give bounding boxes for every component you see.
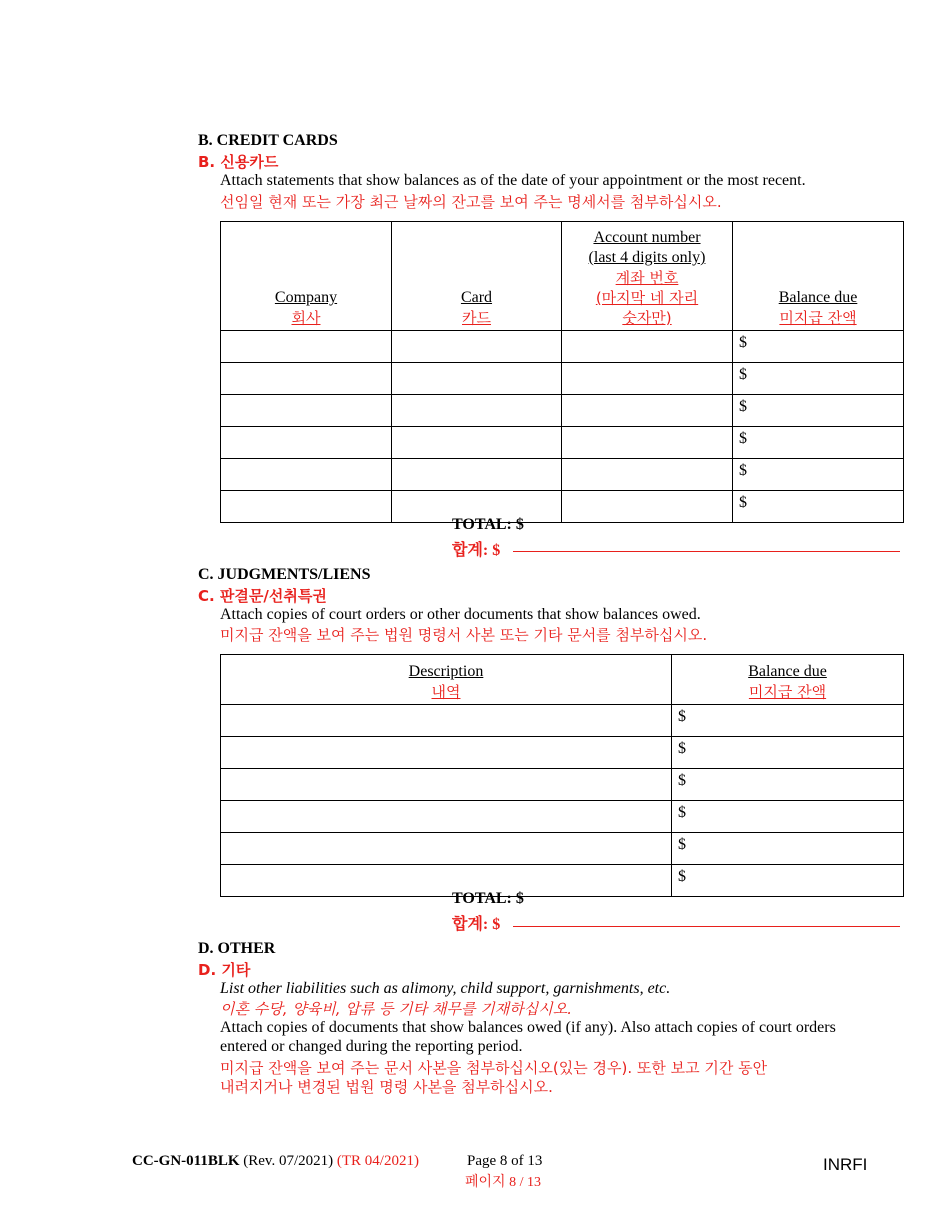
description-cell[interactable] (221, 833, 672, 865)
judgments-total-label: TOTAL: $ (452, 890, 524, 907)
balance-cell[interactable]: $ (733, 459, 904, 491)
table-row (221, 363, 904, 395)
footer-form-id (132, 1153, 419, 1170)
column-header-company: Company 회사 (221, 222, 392, 331)
form-id: CC-GN-011BLK (132, 1153, 240, 1169)
card-cell[interactable] (392, 459, 562, 491)
column-header-balance-due: Balance due 미지급 잔액 (733, 222, 904, 331)
page-number-ko: 페이지 8 / 13 (465, 1175, 541, 1190)
form-revision: (Rev. 07/2021) (243, 1153, 334, 1169)
section-b-heading: B. CREDIT CARDS (198, 132, 338, 149)
section-d-list-instruction-ko: 이혼 수당, 양육비, 압류 등 기타 채무를 기재하십시오. (220, 1000, 572, 1018)
column-header-card: Card 카드 (392, 222, 562, 331)
section-d-list-instruction: List other liabilities such as alimony, child support, garnishments, etc. (220, 980, 671, 997)
section-d-attach-ko-line2: 내려지거나 변경된 법원 명령 사본을 첨부하십시오. (220, 1078, 553, 1096)
description-cell[interactable] (221, 865, 672, 897)
balance-cell[interactable]: $ (672, 865, 904, 897)
credit-cards-header-row (221, 222, 904, 331)
balance-cell[interactable]: $ (733, 395, 904, 427)
judgments-header-row (221, 655, 904, 705)
section-d-attach-line1: Attach copies of documents that show balances owed (if any). Also attach copies of court orders (220, 1019, 836, 1036)
balance-cell[interactable]: $ (733, 363, 904, 395)
section-c-heading-ko: C. 판결문/선취특권 (198, 587, 327, 605)
company-cell[interactable] (221, 363, 392, 395)
account-number-cell[interactable] (562, 491, 733, 523)
credit-cards-total-label-ko: 합계: $ (452, 542, 501, 559)
company-cell[interactable] (221, 459, 392, 491)
translation-revision: (TR 04/2021) (336, 1153, 419, 1169)
balance-cell[interactable]: $ (672, 705, 904, 737)
table-row (221, 331, 904, 363)
balance-cell[interactable]: $ (672, 833, 904, 865)
table-row (221, 459, 904, 491)
card-cell[interactable] (392, 363, 562, 395)
company-cell[interactable] (221, 395, 392, 427)
section-d-heading: D. OTHER (198, 940, 276, 957)
balance-cell[interactable]: $ (672, 769, 904, 801)
card-cell[interactable] (392, 331, 562, 363)
section-c-instruction: Attach copies of court orders or other documents that show balances owed. (220, 606, 701, 623)
column-header-account-number: Account number (last 4 digits only) 계좌 번호 (마지막 네 자리 숫자만) (562, 222, 733, 331)
description-cell[interactable] (221, 801, 672, 833)
company-cell[interactable] (221, 491, 392, 523)
account-number-cell[interactable] (562, 363, 733, 395)
section-b-instruction-ko: 선임일 현재 또는 가장 최근 날짜의 잔고를 보여 주는 명세서를 첨부하십시오. (220, 193, 722, 211)
table-row (221, 737, 904, 769)
section-d-attach-ko-line1: 미지급 잔액을 보여 주는 문서 사본을 첨부하십시오(있는 경우). 또한 보고 기간 동안 (220, 1059, 768, 1077)
section-c-instruction-ko: 미지급 잔액을 보여 주는 법원 명령서 사본 또는 기타 문서를 첨부하십시오. (220, 626, 708, 644)
account-number-cell[interactable] (562, 331, 733, 363)
table-row (221, 801, 904, 833)
credit-cards-total-label: TOTAL: $ (452, 516, 524, 533)
section-c-heading: C. JUDGMENTS/LIENS (198, 566, 371, 583)
account-number-cell[interactable] (562, 459, 733, 491)
company-cell[interactable] (221, 427, 392, 459)
column-header-balance-due: Balance due 미지급 잔액 (672, 655, 904, 705)
table-row (221, 833, 904, 865)
balance-cell[interactable]: $ (733, 427, 904, 459)
card-cell[interactable] (392, 427, 562, 459)
account-number-cell[interactable] (562, 427, 733, 459)
judgments-total-field[interactable] (513, 926, 900, 927)
description-cell[interactable] (221, 705, 672, 737)
description-cell[interactable] (221, 737, 672, 769)
table-row (221, 427, 904, 459)
judgments-table (220, 654, 904, 897)
column-header-description: Description 내역 (221, 655, 672, 705)
judgments-total-label-ko: 합계: $ (452, 916, 501, 933)
section-d-attach-line2: entered or changed during the reporting period. (220, 1038, 523, 1055)
company-cell[interactable] (221, 331, 392, 363)
balance-cell[interactable]: $ (672, 737, 904, 769)
table-row (221, 865, 904, 897)
table-row (221, 705, 904, 737)
balance-cell[interactable]: $ (733, 491, 904, 523)
balance-cell[interactable]: $ (672, 801, 904, 833)
table-row (221, 395, 904, 427)
section-b-instruction: Attach statements that show balances as of the date of your appointment or the most recent. (220, 172, 806, 189)
card-cell[interactable] (392, 395, 562, 427)
credit-cards-table (220, 221, 904, 523)
description-cell[interactable] (221, 769, 672, 801)
table-row (221, 491, 904, 523)
balance-cell[interactable]: $ (733, 331, 904, 363)
account-number-cell[interactable] (562, 395, 733, 427)
form-code: INRFI (823, 1155, 868, 1174)
credit-cards-total-field[interactable] (513, 551, 900, 552)
page-number: Page 8 of 13 (467, 1153, 543, 1169)
section-d-heading-ko: D. 기타 (198, 961, 251, 979)
table-row (221, 769, 904, 801)
section-b-heading-ko: B. 신용카드 (198, 153, 279, 171)
